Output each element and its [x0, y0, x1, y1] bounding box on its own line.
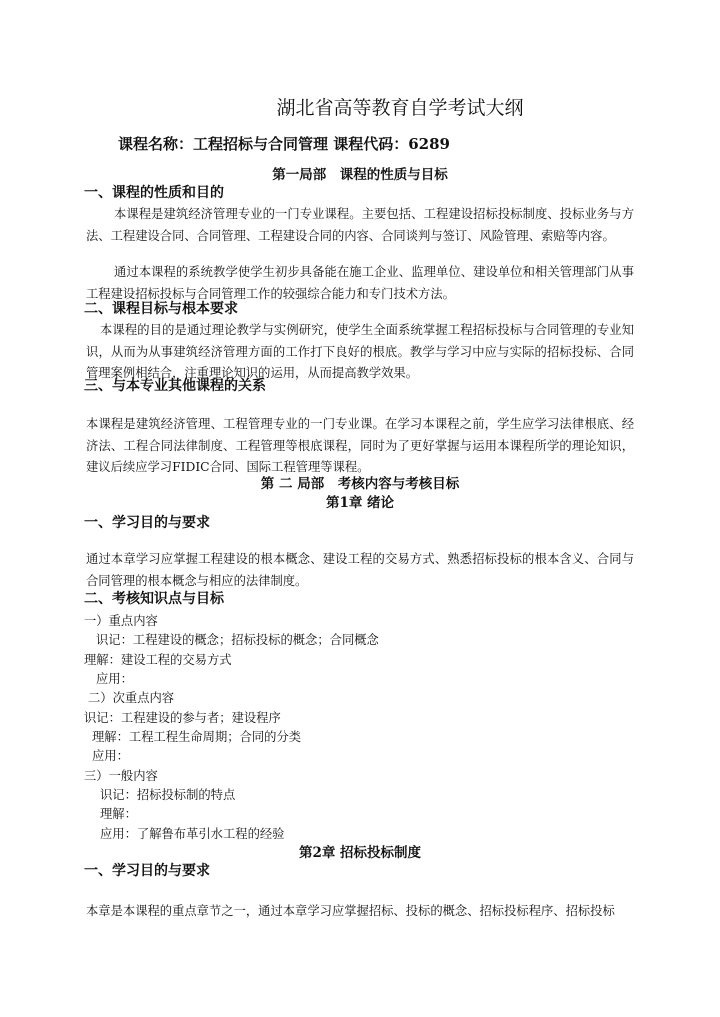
paragraph: 通过本章学习应掌握工程建设的根本概念、建设工程的交易方式、熟悉招标投标的根本含义、合同与合同管理的根本概念与相应的法律制度。 [86, 552, 634, 588]
list-item: 识记：工程建设的参与者；建设程序 [84, 711, 281, 725]
part1-heading: 第一局部 课程的性质与目标 [272, 167, 448, 183]
list-item: 识记：招标投标制的特点 [100, 788, 236, 802]
paragraph: 本课程是建筑经济管理、工程管理专业的一门专业课。在学习本课程之前，学生应学习法律根底、经济法、工程合同法律制度、工程管理等根底课程，同时为了更好掌握与运用本课程所学的理论知识，建议后续应学习FIDIC合同、国际工程管理等课程。 [86, 417, 634, 474]
list-item: 一）重点内容 [84, 614, 158, 628]
list-item: 理解：建设工程的交易方式 [84, 653, 232, 667]
list-item: 应用： [92, 749, 129, 763]
list-item: 识记：工程建设的概念；招标投标的概念；合同概念 [96, 633, 379, 647]
list-item: 应用：了解鲁布革引水工程的经验 [100, 827, 285, 841]
course-info: 课程名称：工程招标与合同管理 课程代码：6289 [118, 135, 450, 153]
chapter-heading: 第2章 招标投标制度 [298, 845, 422, 861]
list-item: 理解： [100, 807, 137, 821]
section-heading: 二、考核知识点与目标 [84, 591, 224, 607]
paragraph: 本章是本课程的重点章节之一，通过本章学习应掌握招标、投标的概念、招标投标程序、招标投标 [86, 904, 615, 918]
paragraph: 本课程的目的是通过理论教学与实例研究，使学生全面系统掌握工程招标投标与合同管理的专业知识，从而为从事建筑经济管理方面的工作打下良好的根底。教学与学习中应与实际的招标投标、合同管理案例相结合，注重理论知识的运用，从而提高教学效果。 [86, 323, 634, 380]
part2-heading: 第 二 局部 考核内容与考核目标 [260, 476, 460, 492]
section-heading: 三、与本专业其他课程的关系 [84, 378, 266, 394]
list-item: 应用： [96, 672, 133, 686]
paragraph: 本课程是建筑经济管理专业的一门专业课程。主要包括、工程建设招标投标制度、投标业务与方法、工程建设合同、合同管理、工程建设合同的内容、合同谈判与签订、风险管理、索赔等内容。 [86, 207, 634, 243]
section-heading: 一、课程的性质和目的 [84, 185, 224, 201]
list-item: 二）次重点内容 [88, 691, 175, 705]
page-title: 湖北省高等教育自学考试大纲 [276, 97, 524, 119]
chapter-heading: 第1章 绪论 [325, 495, 395, 511]
list-item: 理解：工程工程生命周期；合同的分类 [92, 730, 302, 744]
paragraph: 通过本课程的系统教学使学生初步具备能在施工企业、监理单位、建设单位和相关管理部门从事工程建设招标投标与合同管理工作的较强综合能力和专门技术方法。 [86, 265, 634, 301]
section-heading: 一、学习目的与要求 [84, 515, 210, 531]
list-item: 三）一般内容 [84, 769, 158, 783]
section-heading: 二、课程目标与根本要求 [84, 301, 238, 317]
section-heading: 一、学习目的与要求 [84, 863, 210, 879]
